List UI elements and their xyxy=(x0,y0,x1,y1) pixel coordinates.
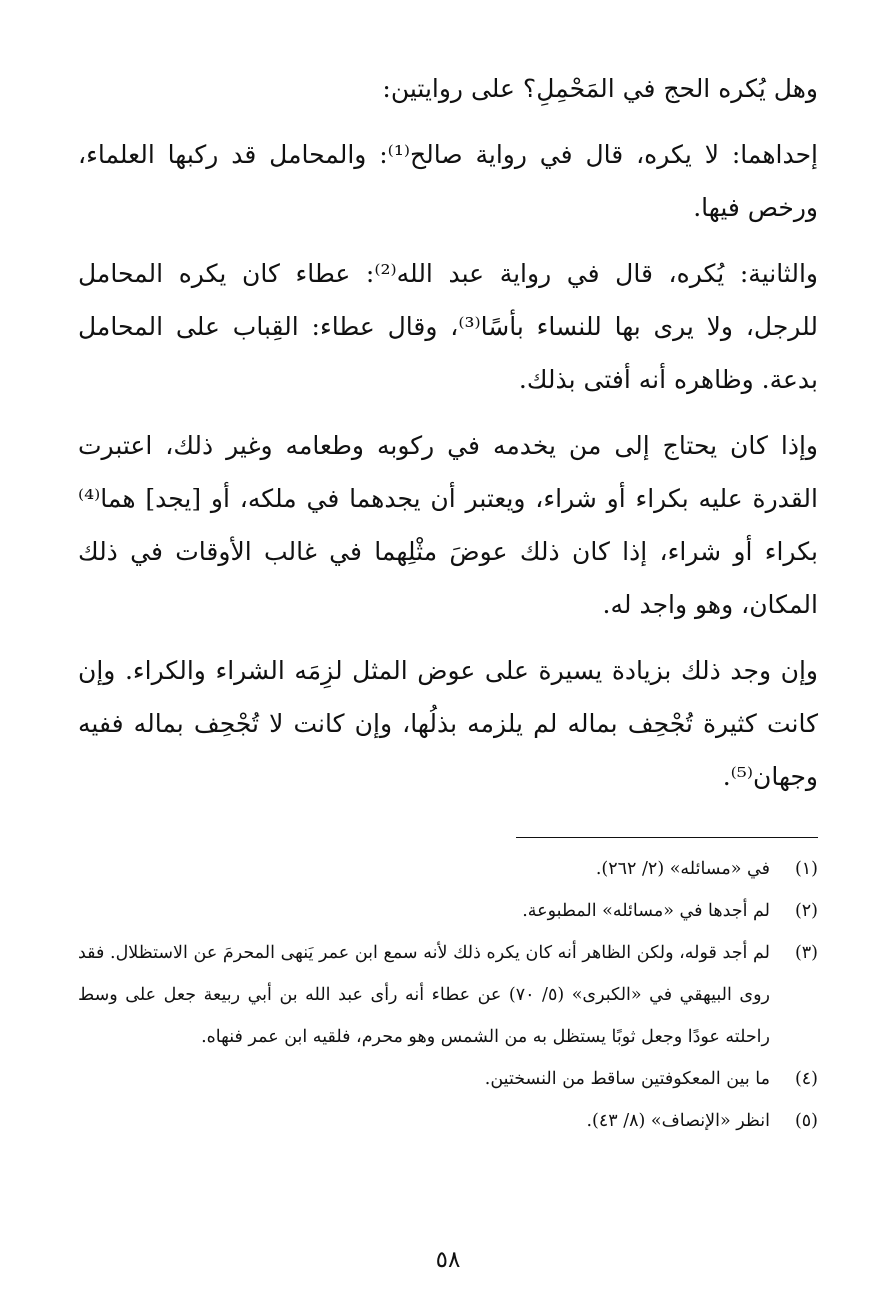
paragraph-5: وإن وجد ذلك بزيادة يسيرة على عوض المثل لزِمَه الشراء والكراء. وإن كانت كثيرة تُجْحِف بماله لم يلزمه بذلُها، وإن كانت لا تُجْحِف بماله ففيه وجهان⁽⁵⁾. xyxy=(78,656,818,791)
paragraph-4: وإذا كان يحتاج إلى من يخدمه في ركوبه وطعامه وغير ذلك، اعتبرت القدرة عليه بكراء أو شراء، ويعتبر أن يجدهما في ملكه، أو [يجد] هما⁽⁴⁾ بكراء أو شراء، إذا كان ذلك عوضَ مثْلِهما في غالب الأوقات في ذلك المكان، وهو واجد له. xyxy=(78,431,818,619)
footnote-2 xyxy=(78,890,818,932)
footnote-number: (٥) xyxy=(794,1111,818,1131)
book-page xyxy=(78,62,818,1273)
footnote-4 xyxy=(78,1058,818,1100)
page-number: ٥٨ xyxy=(435,1247,461,1273)
main-text xyxy=(78,62,818,803)
footnote-5 xyxy=(78,1100,818,1142)
footnote-number: (٤) xyxy=(794,1069,818,1089)
footnote-3 xyxy=(78,932,818,1058)
paragraph-2: إحداهما: لا يكره، قال في رواية صالح⁽¹⁾: والمحامل قد ركبها العلماء، ورخص فيها. xyxy=(78,140,818,222)
footnote-number: (٣) xyxy=(794,943,818,963)
paragraph-1: وهل يُكره الحج في المَحْمِلِ؟ على روايتين: xyxy=(382,74,818,103)
paragraph-3: والثانية: يُكره، قال في رواية عبد الله⁽²⁾: عطاء كان يكره المحامل للرجل، ولا يرى بها للنساء بأسًا⁽³⁾، وقال عطاء: القِباب على المحامل بدعة. وظاهره أنه أفتى بذلك. xyxy=(78,259,818,394)
footnote-text: لم أجد قوله، ولكن الظاهر أنه كان يكره ذلك لأنه سمع ابن عمر يَنهى المحرمَ عن الاستظلال. فقد روى البيهقي في «الكبرى» (٥/ ٧٠) عن عطاء أنه رأى عبد الله بن أبي ربيعة جعل على وسط راحلته عودًا وجعل ثوبًا يستظل به من الشمس وهو محرم، فلقيه ابن عمر فنهاه. xyxy=(78,943,771,1047)
footnotes-divider xyxy=(516,837,818,838)
footnotes xyxy=(78,848,818,1142)
footnote-number: (١) xyxy=(794,859,818,879)
footnote-text: في «مسائله» (٢/ ٢٦٢). xyxy=(595,859,770,879)
footnote-text: ما بين المعكوفتين ساقط من النسختين. xyxy=(484,1069,770,1089)
footnote-text: انظر «الإنصاف» (٨/ ٤٣). xyxy=(586,1111,770,1131)
footnote-text: لم أجدها في «مسائله» المطبوعة. xyxy=(522,901,770,921)
footnote-1 xyxy=(78,848,818,890)
footnote-number: (٢) xyxy=(794,901,818,921)
